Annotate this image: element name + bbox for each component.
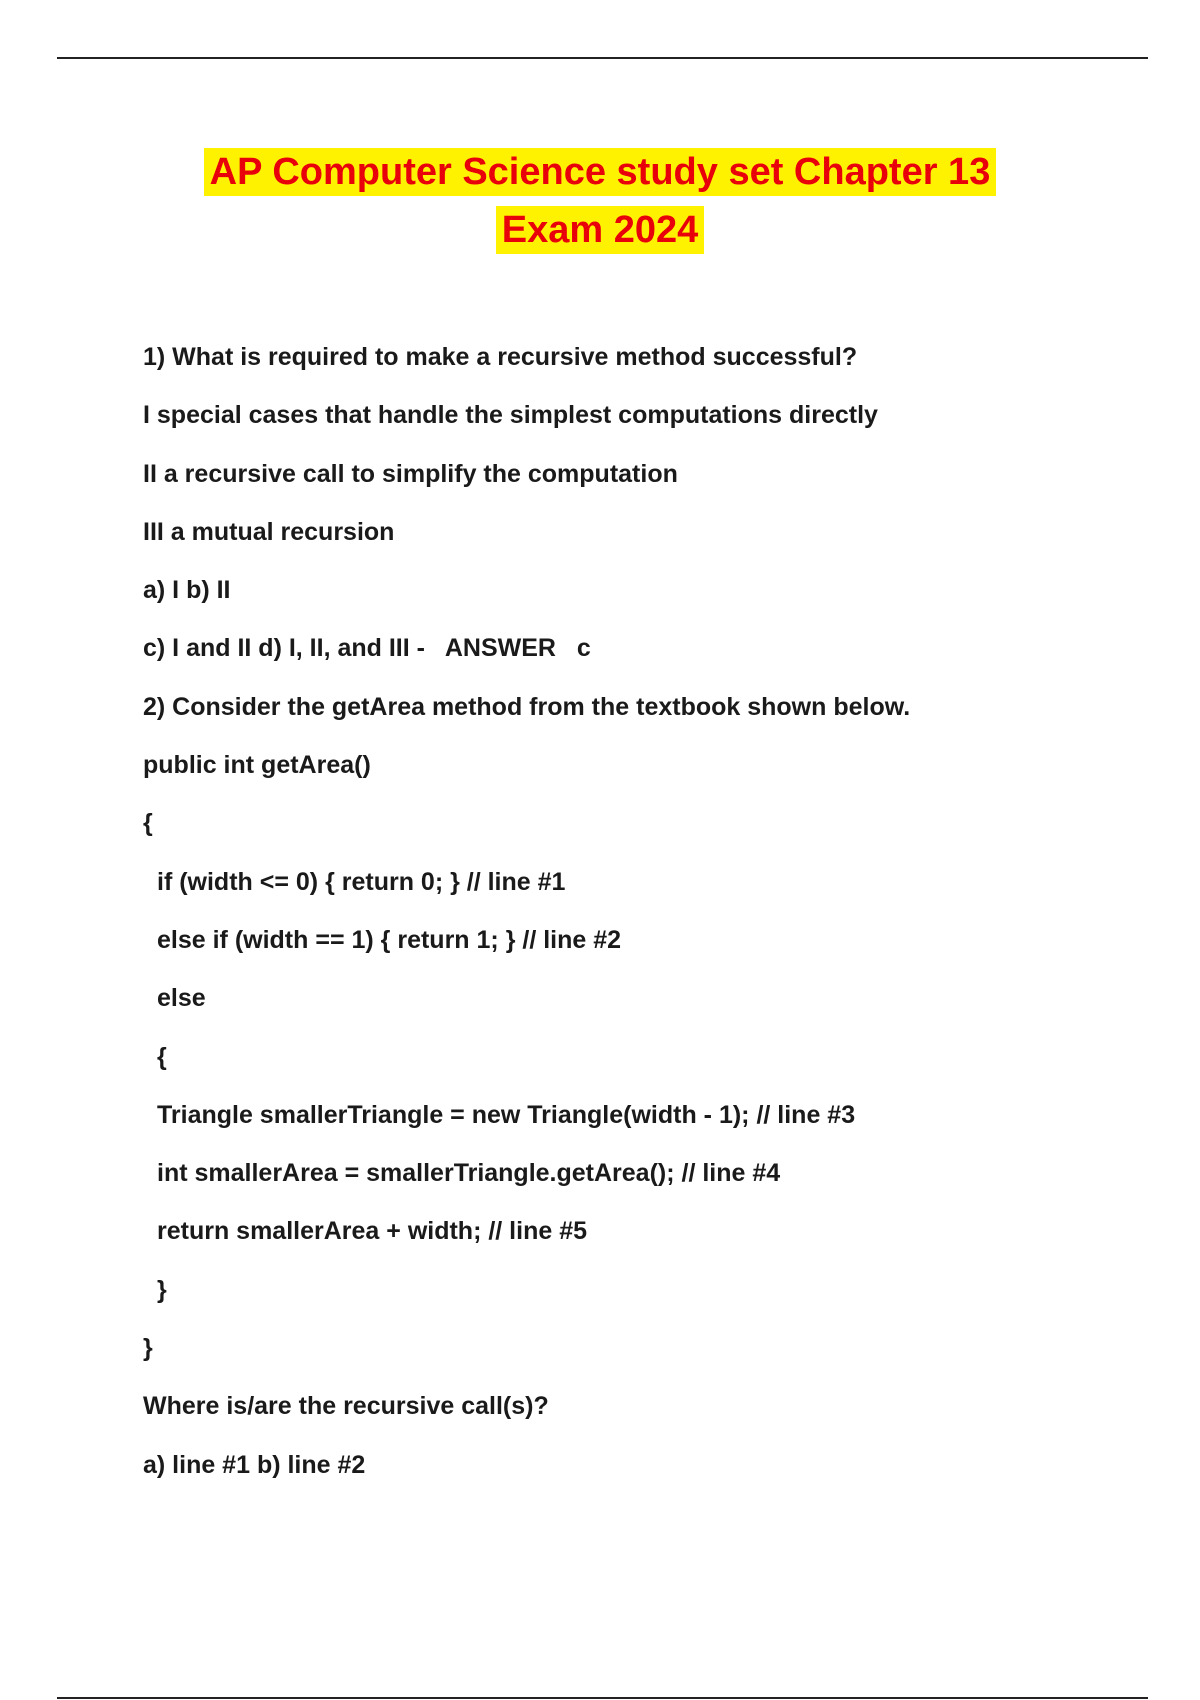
text-line: III a mutual recursion [143, 517, 395, 546]
text-line: Where is/are the recursive call(s)? [143, 1392, 549, 1421]
text-line: else if (width == 1) { return 1; } // line #2 [157, 925, 622, 954]
text-line: a) line #1 b) line #2 [143, 1450, 366, 1479]
title-line-2: Exam 2024 [496, 206, 705, 254]
document-body [143, 328, 1103, 1494]
text-line: { [143, 809, 153, 838]
text-line: { [157, 1042, 167, 1071]
title-line-1: AP Computer Science study set Chapter 13 [204, 148, 997, 196]
text-line: Triangle smallerTriangle = new Triangle(width - 1); // line #3 [157, 1100, 856, 1129]
text-line: if (width <= 0) { return 0; } // line #1 [157, 867, 566, 896]
text-line: else [157, 984, 206, 1013]
text-line: } [143, 1334, 153, 1363]
text-line: I special cases that handle the simplest computations directly [143, 401, 878, 430]
text-line: c) I and II d) I, II, and III - ANSWER c [143, 634, 591, 663]
text-line: return smallerArea + width; // line #5 [157, 1217, 588, 1246]
text-line: } [157, 1275, 167, 1304]
text-line: public int getArea() [143, 751, 371, 780]
document-title [0, 143, 1200, 259]
header-rule [57, 57, 1148, 59]
footer-rule [57, 1697, 1148, 1699]
text-line: int smallerArea = smallerTriangle.getArea(); // line #4 [157, 1159, 781, 1188]
text-line: 2) Consider the getArea method from the textbook shown below. [143, 692, 911, 721]
text-line: a) I b) II [143, 576, 231, 605]
text-line: 1) What is required to make a recursive method successful? [143, 343, 858, 371]
text-line: II a recursive call to simplify the computation [143, 459, 678, 488]
